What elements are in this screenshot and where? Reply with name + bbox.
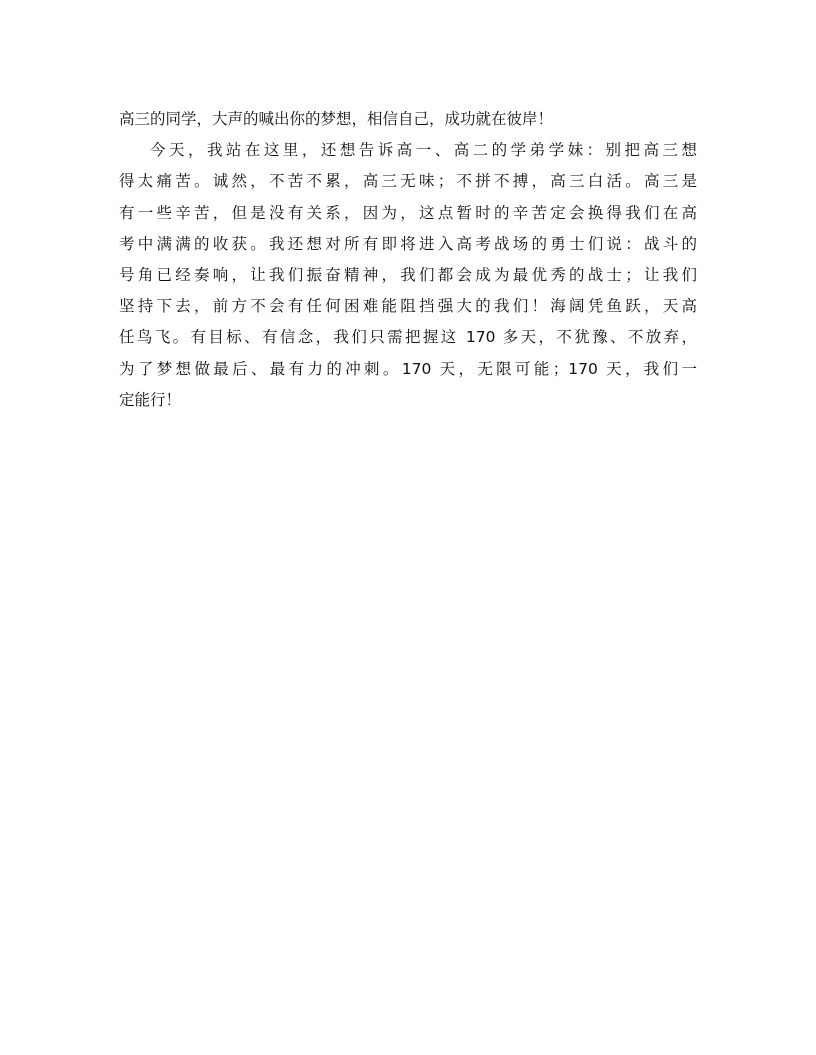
- paragraph-line: 得太痛苦。诚然，不苦不累，高三无味；不拼不搏，高三白活。高三是: [119, 172, 697, 191]
- paragraph-line: 坚持下去，前方不会有任何困难能阻挡强大的我们！海阔凭鱼跃，天高: [119, 297, 697, 316]
- paragraph-line: 有一些辛苦，但是没有关系，因为，这点暂时的辛苦定会换得我们在高: [119, 203, 697, 222]
- paragraph-line: 号角已经奏响，让我们振奋精神，我们都会成为最优秀的战士；让我们: [119, 265, 697, 284]
- paragraph-line: 任鸟飞。有目标、有信念，我们只需把握这 170 多天，不犹豫、不放弃，: [119, 328, 697, 347]
- paragraph-first-line: 今天，我站在这里，还想告诉高一、高二的学弟学妹：别把高三想: [150, 141, 697, 160]
- paragraph-line: 为了梦想做最后、最有力的冲刺。170 天，无限可能；170 天，我们一: [119, 359, 697, 378]
- paragraph-line: 高三的同学，大声的喊出你的梦想，相信自己，成功就在彼岸！: [119, 110, 554, 128]
- paragraph-line: 考中满满的收获。我还想对所有即将进入高考战场的勇士们说：战斗的: [119, 234, 697, 253]
- document-body: [119, 104, 697, 416]
- paragraph-last-line: 定能行！: [119, 390, 182, 409]
